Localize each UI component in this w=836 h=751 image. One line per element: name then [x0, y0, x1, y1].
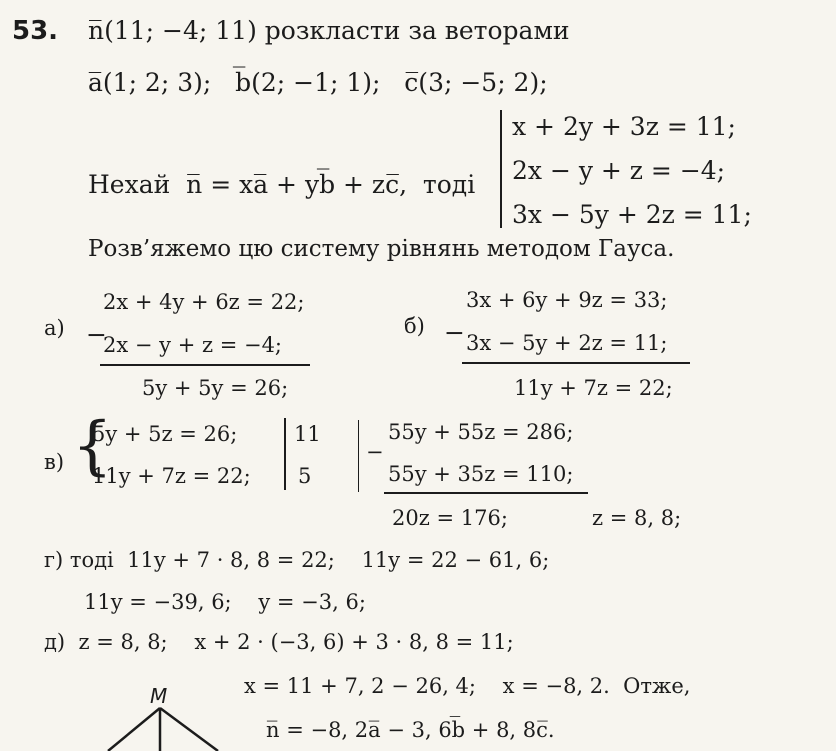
- step-v-multiplier-2: 5: [298, 464, 312, 488]
- system-equation-3: 3x − 5y + 2z = 11;: [512, 200, 752, 229]
- step-a-minus: −: [86, 320, 107, 349]
- step-v-line-2: 55y + 35z = 110;: [388, 462, 574, 486]
- step-g-line-1: г) тоді 11y + 7 · 8, 8 = 22; 11y = 22 − 61, 6;: [44, 548, 550, 572]
- step-v-system-1: 5y + 5z = 26;: [92, 422, 238, 446]
- step-b-label: б): [404, 314, 425, 338]
- problem-number: 53.: [12, 16, 59, 46]
- step-v-label: в): [44, 450, 65, 474]
- step-b-result: 11y + 7z = 22;: [514, 376, 673, 400]
- problem-statement: n̅(11; −4; 11) розкласти за веторами: [88, 16, 570, 45]
- step-g-line-2: 11y = −39, 6; y = −3, 6;: [84, 590, 366, 614]
- pyramid-edge-right: [160, 708, 218, 751]
- pyramid-edge-left: [108, 708, 160, 751]
- step-d-line-2: x = 11 + 7, 2 − 26, 4; x = −8, 2. Отже,: [244, 674, 691, 698]
- step-v-minus: −: [366, 440, 384, 464]
- step-a-label: а): [44, 316, 65, 340]
- step-d-line-1: д) z = 8, 8; x + 2 · (−3, 6) + 3 · 8, 8 = 11;: [44, 630, 514, 654]
- step-a-result: 5y + 5y = 26;: [142, 376, 289, 400]
- step-v-system-2: 11y + 7z = 22;: [92, 464, 251, 488]
- step-v-z-result: z = 8, 8;: [592, 506, 682, 530]
- given-vectors: a̅(1; 2; 3); b̅(2; −1; 1); c̅(3; −5; 2);: [88, 68, 548, 97]
- decomposition-statement: Нехай n̅ = xa̅ + yb̅ + zc̅, тоді: [88, 170, 476, 199]
- step-v-multiplier-1: 11: [294, 422, 321, 446]
- gauss-method-text: Розв’яжемо цю систему рівнянь методом Гауса.: [88, 236, 675, 262]
- step-v-line-3: 20z = 176;: [392, 506, 508, 530]
- step-a-line-1: 2x + 4y + 6z = 22;: [103, 290, 305, 314]
- system-equation-1: x + 2y + 3z = 11;: [512, 112, 736, 141]
- step-b-minus: −: [444, 318, 465, 347]
- step-v-line-1: 55y + 55z = 286;: [388, 420, 574, 444]
- step-b-line-2: 3x − 5y + 2z = 11;: [466, 331, 668, 355]
- step-d-answer: n̅ = −8, 2a̅ − 3, 6b̅ + 8, 8c̅.: [266, 718, 555, 742]
- step-b-line-1: 3x + 6y + 9z = 33;: [466, 288, 668, 312]
- system-equation-2: 2x − y + z = −4;: [512, 156, 726, 185]
- step-a-line-2: 2x − y + z = −4;: [103, 333, 283, 357]
- step-v-brace: {: [72, 409, 113, 483]
- figure-vertex-label: M: [150, 684, 168, 708]
